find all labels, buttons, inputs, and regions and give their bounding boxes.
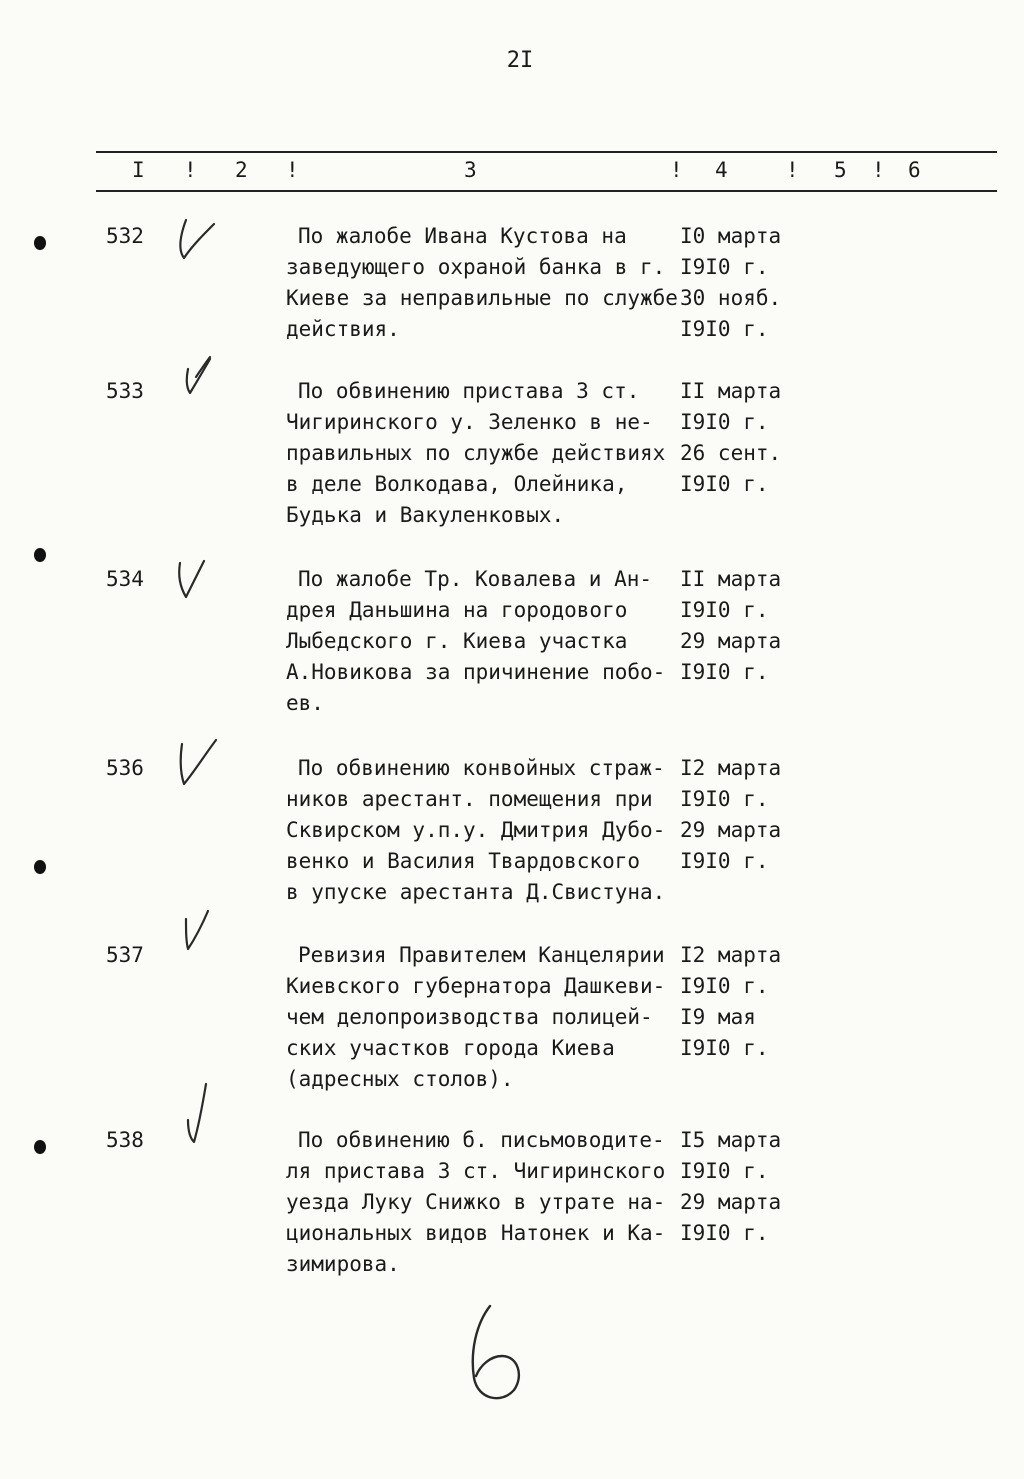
description-line: чем делопроизводства полицей- bbox=[286, 1005, 653, 1029]
binder-hole bbox=[34, 548, 46, 562]
date-line: 29 марта bbox=[680, 818, 782, 842]
date-line: I2 марта bbox=[680, 756, 782, 780]
column-separator: ! bbox=[184, 158, 197, 182]
checkmark-icon bbox=[170, 734, 230, 794]
date-line: I9 мая bbox=[680, 1005, 756, 1029]
description-line: ских участков города Киева bbox=[286, 1036, 615, 1060]
description-line: Киеве за неправильные по службе bbox=[286, 286, 678, 310]
handwritten-folio-number bbox=[462, 1300, 532, 1410]
column-header-row bbox=[0, 158, 1024, 184]
entry-number: 534 bbox=[106, 567, 144, 591]
column-header-6: 6 bbox=[908, 158, 921, 182]
checkmark-icon bbox=[176, 907, 226, 957]
date-line: 30 нояб. bbox=[680, 286, 782, 310]
date-line: II марта bbox=[680, 379, 782, 403]
entry-number: 533 bbox=[106, 379, 144, 403]
column-header-4: 4 bbox=[715, 158, 728, 182]
binder-hole bbox=[34, 860, 46, 874]
date-line: 29 марта bbox=[680, 1190, 782, 1214]
column-separator: ! bbox=[872, 158, 885, 182]
binder-hole bbox=[34, 236, 46, 250]
description-line: действия. bbox=[286, 317, 400, 341]
column-header-3: 3 bbox=[464, 158, 477, 182]
column-separator: ! bbox=[786, 158, 799, 182]
date-line: II марта bbox=[680, 567, 782, 591]
date-line: I9I0 г. bbox=[680, 255, 769, 279]
description-line: Киевского губернатора Дашкеви- bbox=[286, 974, 666, 998]
description-line: заведующего охраной банка в г. bbox=[286, 255, 666, 279]
description-line: Лыбедского г. Киева участка bbox=[286, 629, 628, 653]
table-header-rule bbox=[96, 190, 997, 192]
column-header-1: I bbox=[132, 158, 145, 182]
date-line: I9I0 г. bbox=[680, 1036, 769, 1060]
date-line: I9I0 г. bbox=[680, 317, 769, 341]
column-header-5: 5 bbox=[834, 158, 847, 182]
date-line: I9I0 г. bbox=[680, 472, 769, 496]
date-line: 26 сент. bbox=[680, 441, 782, 465]
column-separator: ! bbox=[670, 158, 683, 182]
description-line: Будька и Вакуленковых. bbox=[286, 503, 565, 527]
description-line: уезда Луку Снижко в утрате на- bbox=[286, 1190, 666, 1214]
date-line: I9I0 г. bbox=[680, 974, 769, 998]
entry-number: 538 bbox=[106, 1128, 144, 1152]
date-line: I9I0 г. bbox=[680, 598, 769, 622]
description-line: По жалобе Тр. Ковалева и Ан- bbox=[298, 567, 653, 591]
date-line: I2 марта bbox=[680, 943, 782, 967]
entry-number: 537 bbox=[106, 943, 144, 967]
date-line: I9I0 г. bbox=[680, 1221, 769, 1245]
date-line: I5 марта bbox=[680, 1128, 782, 1152]
date-line: 29 марта bbox=[680, 629, 782, 653]
description-line: ников арестант. помещения при bbox=[286, 787, 653, 811]
description-line: венко и Василия Твардовского bbox=[286, 849, 641, 873]
description-line: дрея Даньшина на городового bbox=[286, 598, 628, 622]
description-line: А.Новикова за причинение побо- bbox=[286, 660, 666, 684]
entry-number: 532 bbox=[106, 224, 144, 248]
description-line: Сквирском у.п.у. Дмитрия Дубо- bbox=[286, 818, 666, 842]
description-line: (адресных столов). bbox=[286, 1067, 514, 1091]
column-separator: ! bbox=[286, 158, 299, 182]
description-line: в деле Волкодава, Олейника, bbox=[286, 472, 628, 496]
checkmark-icon bbox=[176, 353, 226, 403]
date-line: I0 марта bbox=[680, 224, 782, 248]
description-line: По обвинению конвойных страж- bbox=[298, 756, 665, 780]
date-line: I9I0 г. bbox=[680, 410, 769, 434]
description-line: Чигиринского у. Зеленко в не- bbox=[286, 410, 653, 434]
date-line: I9I0 г. bbox=[680, 660, 769, 684]
description-line: По обвинению пристава 3 ст. bbox=[298, 379, 640, 403]
column-header-2: 2 bbox=[235, 158, 248, 182]
description-line: По обвинению б. письмоводите- bbox=[298, 1128, 665, 1152]
checkmark-icon bbox=[180, 1080, 220, 1150]
description-line: циональных видов Натонек и Ка- bbox=[286, 1221, 666, 1245]
entry-number: 536 bbox=[106, 756, 144, 780]
checkmark-icon bbox=[170, 216, 230, 276]
description-line: Ревизия Правителем Канцелярии bbox=[298, 943, 665, 967]
binder-hole bbox=[34, 1140, 46, 1154]
page-number: 2I bbox=[506, 48, 534, 73]
date-line: I9I0 г. bbox=[680, 1159, 769, 1183]
date-line: I9I0 г. bbox=[680, 849, 769, 873]
date-line: I9I0 г. bbox=[680, 787, 769, 811]
description-line: ля пристава 3 ст. Чигиринского bbox=[286, 1159, 666, 1183]
description-line: зимирова. bbox=[286, 1252, 400, 1276]
table-top-rule bbox=[96, 151, 997, 153]
checkmark-icon bbox=[172, 559, 222, 609]
description-line: в упуске арестанта Д.Свистуна. bbox=[286, 880, 666, 904]
description-line: правильных по службе действиях bbox=[286, 441, 666, 465]
description-line: ев. bbox=[286, 691, 324, 715]
description-line: По жалобе Ивана Кустова на bbox=[298, 224, 627, 248]
